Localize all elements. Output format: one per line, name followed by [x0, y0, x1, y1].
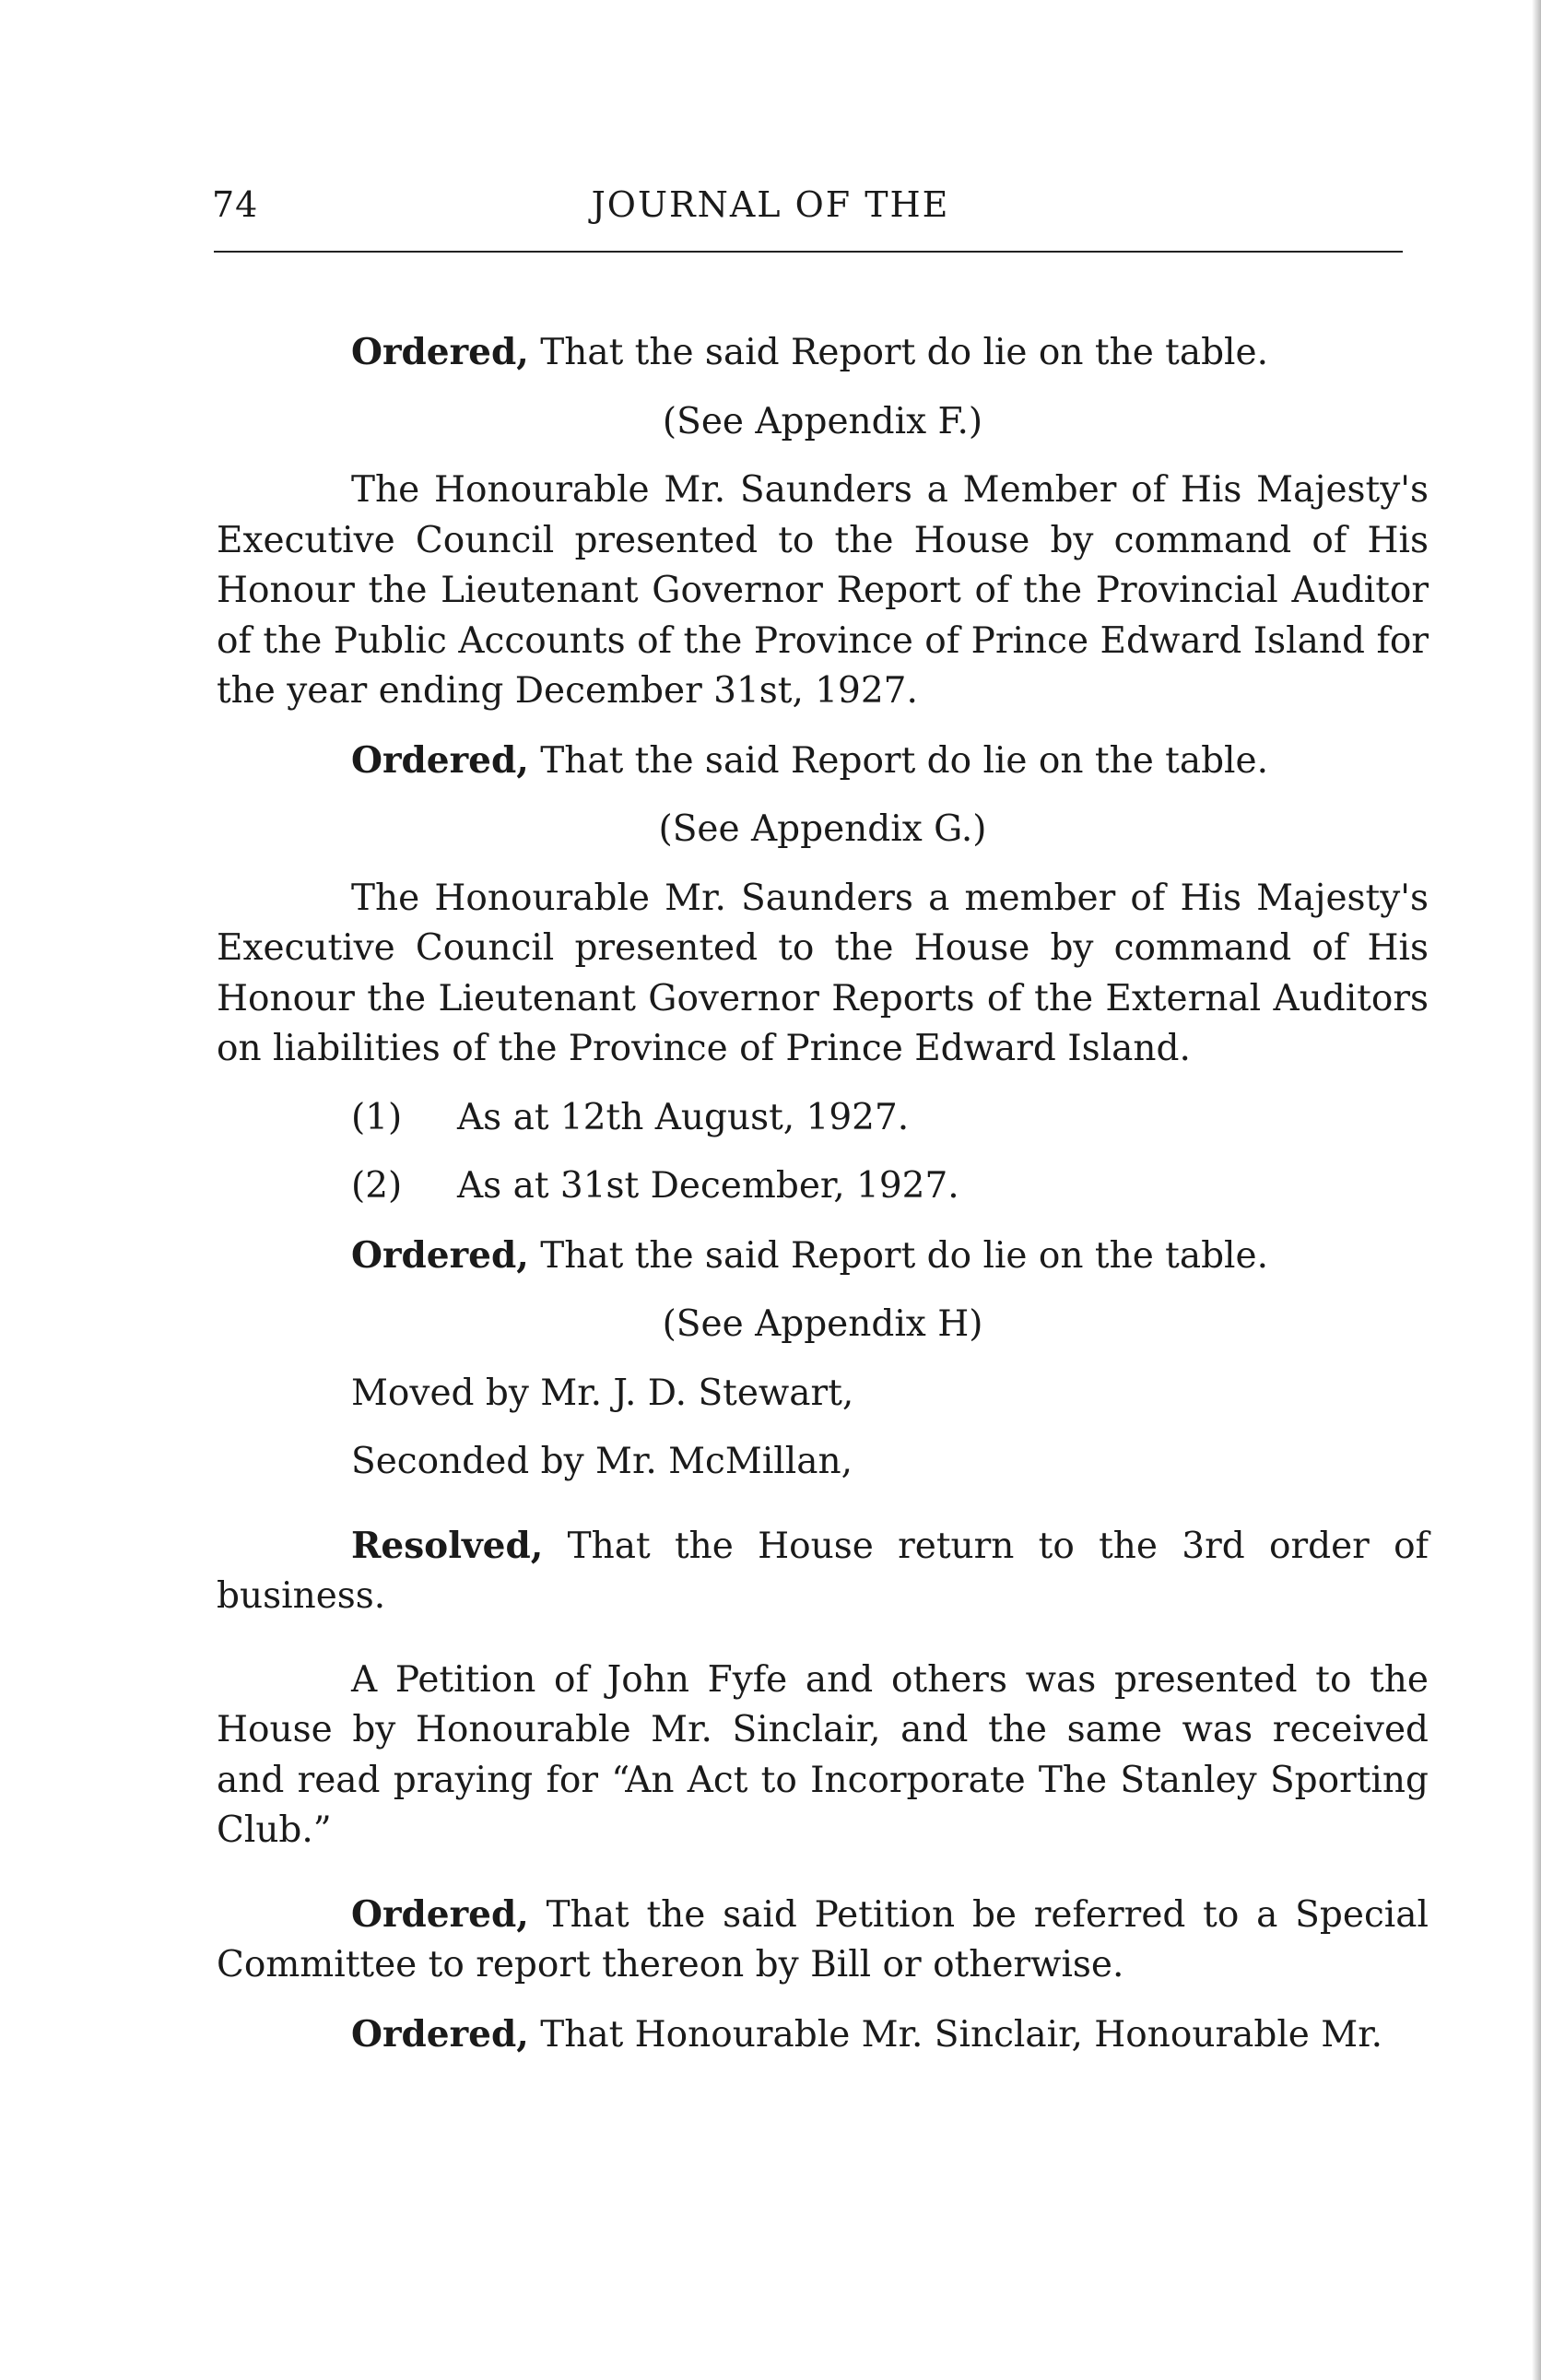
seconded-by-line: Seconded by Mr. McMillan, [351, 1441, 853, 1482]
journal-body [217, 327, 1429, 2060]
ordered-lead: Ordered, [351, 331, 529, 373]
resolved-text: That the House return to the 3rd order of business. [217, 1525, 1429, 1617]
paragraph-ordered-5 [217, 2009, 1429, 2061]
resolved-lead: Resolved, [351, 1524, 544, 1567]
list-item-1 [217, 1093, 1429, 1144]
ordered-text: That Honourable Mr. Sinclair, Honourable Mr. [540, 2013, 1382, 2056]
list-item-text: As at 31st December, 1927. [457, 1165, 959, 1207]
paragraph-auditor-report: The Honourable Mr. Saunders a Member of His Majesty's Executive Council presented to the House by command of His Honour the Lieutenant Governor Report of the Provincial Auditor of the Public Accounts of the Province of Prince Edward Island for the year ending December 31st, 1927. [217, 469, 1429, 712]
ordered-lead: Ordered, [351, 1233, 529, 1277]
list-item-text: As at 12th August, 1927. [457, 1096, 910, 1138]
paragraph-resolved [217, 1521, 1429, 1622]
paragraph-ordered-4 [217, 1890, 1429, 1991]
moved-by-line: Moved by Mr. J. D. Stewart, [351, 1372, 854, 1414]
paragraph-external-auditors: The Honourable Mr. Saunders a member of His Majesty's Executive Council presented to the House by command of His Honour the Lieutenant Governor Reports of the External Auditors on liabilities of the Province of Prince Edward Island. [217, 877, 1429, 1069]
appendix-reference-g: (See Appendix G.) [658, 808, 987, 850]
appendix-reference-f: (See Appendix F.) [662, 400, 983, 442]
list-item-number: (2) [351, 1165, 403, 1207]
paragraph-ordered-3 [217, 1231, 1429, 1282]
list-item-number: (1) [351, 1096, 403, 1138]
page-header [0, 184, 1541, 230]
ordered-lead: Ordered, [351, 1892, 529, 1936]
appendix-reference-h: (See Appendix H) [662, 1303, 983, 1345]
list-item-2 [217, 1161, 1429, 1212]
ordered-text: That the said Report do lie on the table. [540, 1234, 1269, 1277]
page-edge-shadow [1532, 0, 1541, 2380]
ordered-lead: Ordered, [351, 738, 529, 782]
ordered-text: That the said Report do lie on the table. [540, 739, 1269, 782]
header-rule [214, 251, 1403, 253]
paragraph-petition: A Petition of John Fyfe and others was presented to the House by Honourable Mr. Sinclair, and the same was received and read praying for “An Act to Incorporate The Stanley Sporting Club.” [217, 1658, 1429, 1851]
running-head: JOURNAL OF THE [591, 184, 950, 225]
paragraph-ordered-1 [217, 327, 1429, 379]
page-number: 74 [212, 184, 259, 225]
ordered-lead: Ordered, [351, 2012, 529, 2056]
ordered-text: That the said Report do lie on the table. [540, 332, 1269, 373]
ordered-text: That the said Petition be referred to a Special Committee to report thereon by Bill or otherwise. [217, 1893, 1429, 1985]
paragraph-ordered-2 [217, 736, 1429, 787]
